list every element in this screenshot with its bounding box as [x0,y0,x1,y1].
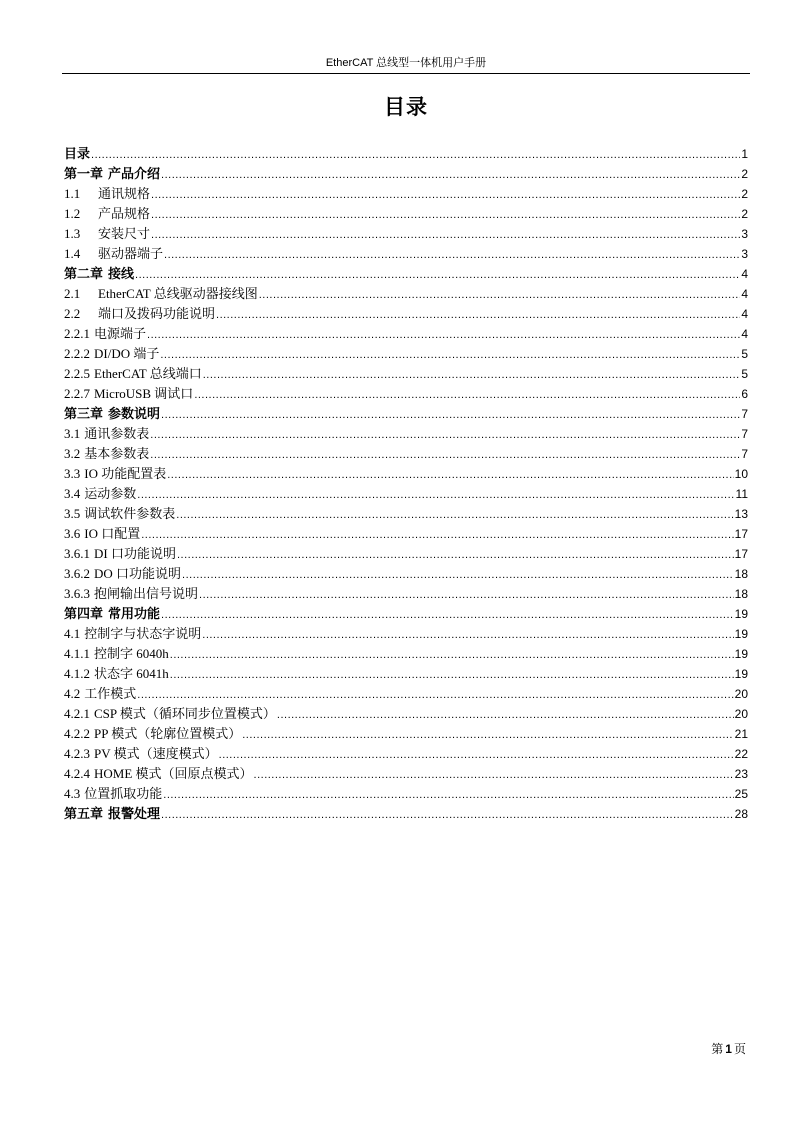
toc-entry[interactable] [64,664,748,684]
toc-entry-title: EtherCAT 总线驱动器接线图 [98,286,258,301]
toc-entry-page: 13 [734,507,748,521]
toc-entry[interactable] [64,404,748,424]
toc-entry[interactable] [64,244,748,264]
toc-entry[interactable] [64,744,748,764]
toc-dot-leader [167,465,733,485]
toc-entry[interactable] [64,704,748,724]
toc-dot-leader [177,545,734,565]
footer-page-number: 1 [725,1042,732,1056]
toc-entry-number: 3.6.3 [64,586,90,601]
toc-entry-number: 1.1 [64,186,81,201]
toc-dot-leader [161,605,734,625]
toc-entry-number: 1.3 [64,226,81,241]
toc-entry-number: 3.3 [64,466,81,481]
toc-entry-page: 17 [734,547,748,561]
toc-entry-number: 4.1.1 [64,646,90,661]
toc-entry-number: 2.2 [64,306,81,321]
running-header: EtherCAT 总线型一体机用户手册 [325,57,487,69]
toc-entry-page: 19 [734,667,748,681]
toc-entry-title: 产品规格 [98,206,151,221]
toc-entry-number: 4.2.4 [64,766,90,781]
toc-entry-number: 第四章 [64,606,104,621]
toc-dot-leader [254,765,734,785]
toc-entry-page: 3 [741,227,748,241]
toc-entry-page: 17 [734,527,748,541]
toc-dot-leader [163,785,733,805]
toc-entry-page: 20 [734,687,748,701]
toc-entry-number: 3.2 [64,446,81,461]
toc-entry-title: 端口及拨码功能说明 [98,306,216,321]
toc-entry-number: 3.6.1 [64,546,90,561]
toc-dot-leader [137,685,733,705]
toc-dot-leader [277,705,734,725]
toc-entry[interactable] [64,784,748,804]
toc-entry-title: CSP 模式（循环同步位置模式） [94,706,276,721]
toc-entry-page: 4 [741,307,748,321]
toc-entry-page: 5 [741,347,748,361]
toc-entry-page: 4 [741,327,748,341]
toc-entry[interactable] [64,144,748,164]
page-title: 目录 [384,96,428,119]
toc-entry-number: 4.1 [64,626,81,641]
toc-entry-title: 驱动器端子 [98,246,164,261]
toc-entry-number: 4.2.3 [64,746,90,761]
toc-entry-title: MicroUSB 调试口 [94,386,194,401]
toc-entry[interactable] [64,624,748,644]
footer-prefix: 第 [711,1042,724,1056]
toc-entry-title: IO 功能配置表 [84,466,167,481]
toc-dot-leader [182,565,734,585]
toc-entry[interactable] [64,504,748,524]
toc-dot-leader [151,225,740,245]
toc-entry-page: 28 [734,807,748,821]
toc-entry-title: 调试软件参数表 [84,506,176,521]
toc-entry-title: 基本参数表 [84,446,150,461]
toc-dot-leader [147,325,740,345]
toc-entry-page: 23 [734,767,748,781]
toc-entry-page: 1 [741,147,748,161]
toc-dot-leader [135,265,740,285]
toc-entry-title: DI 口功能说明 [94,546,176,561]
toc-entry-page: 2 [741,207,748,221]
toc-entry-title: DO 口功能说明 [94,566,182,581]
toc-dot-leader [161,805,734,825]
toc-entry-number: 3.5 [64,506,81,521]
toc-dot-leader [219,745,734,765]
toc-dot-leader [161,405,740,425]
toc-dot-leader [160,345,740,365]
toc-entry-title: HOME 模式（回原点模式） [94,766,253,781]
toc-entry-page: 7 [741,407,748,421]
toc-entry-number: 2.2.2 [64,346,90,361]
toc-dot-leader [164,245,740,265]
toc-entry-title: 产品介绍 [108,166,161,181]
toc-entry-page: 7 [741,447,748,461]
toc-dot-leader [91,145,740,165]
toc-dot-leader [151,185,740,205]
toc-entry-number: 第一章 [64,166,104,181]
toc-entry[interactable] [64,764,748,784]
toc-entry-page: 10 [734,467,748,481]
toc-dot-leader [150,445,740,465]
toc-dot-leader [141,525,733,545]
toc-entry[interactable] [64,804,748,824]
toc-entry[interactable] [64,304,748,324]
toc-entry-number: 2.2.7 [64,386,90,401]
toc-entry-title: 控制字与状态字说明 [84,626,202,641]
toc-entry[interactable] [64,484,748,504]
toc-entry-title: IO 口配置 [84,526,141,541]
toc-entry-page: 19 [734,647,748,661]
toc-dot-leader [259,285,741,305]
toc-dot-leader [161,165,740,185]
toc-entry-page: 18 [734,587,748,601]
page-footer [62,1041,746,1057]
toc-entry[interactable] [64,184,748,204]
toc-entry-page: 5 [741,367,748,381]
toc-entry[interactable] [64,684,748,704]
toc-entry-title: 运动参数 [84,486,137,501]
toc-entry-page: 2 [741,167,748,181]
toc-entry-page: 2 [741,187,748,201]
toc-entry[interactable] [64,264,748,284]
toc-entry-page: 11 [735,487,748,501]
toc-entry-number: 1.2 [64,206,81,221]
toc-entry-title: PP 模式（轮廓位置模式） [94,726,242,741]
toc-entry[interactable] [64,604,748,624]
toc-entry-title: 接线 [108,266,135,281]
toc-entry-page: 21 [734,727,748,741]
toc-entry[interactable] [64,644,748,664]
toc-entry[interactable] [64,164,748,184]
toc-entry-title: PV 模式（速度模式） [94,746,218,761]
toc-entry-number: 3.1 [64,426,81,441]
toc-entry-title: 状态字 6041h [94,666,169,681]
toc-entry-number: 3.6.2 [64,566,90,581]
toc-entry-title: 通讯参数表 [84,426,150,441]
toc-dot-leader [170,665,734,685]
toc-entry[interactable] [64,444,748,464]
toc-entry-page: 18 [734,567,748,581]
toc-dot-leader [151,205,740,225]
toc-entry[interactable] [64,224,748,244]
toc-entry-number: 1.4 [64,246,81,261]
toc-entry[interactable] [64,524,748,544]
toc-entry-title: 参数说明 [108,406,161,421]
toc-entry-title: 安装尺寸 [98,226,151,241]
toc-entry-number: 4.2 [64,686,81,701]
toc-entry-number: 2.2.5 [64,366,90,381]
toc-entry[interactable] [64,324,748,344]
toc-entry[interactable] [64,584,748,604]
toc-entry-number: 3.4 [64,486,81,501]
toc-entry-number: 2.2.1 [64,326,90,341]
toc-entry-title: EtherCAT 总线端口 [94,366,202,381]
toc-dot-leader [176,505,733,525]
toc-entry-number: 2.1 [64,286,81,301]
toc-entry-page: 6 [741,387,748,401]
toc-dot-leader [202,625,733,645]
toc-entry-number: 第五章 [64,806,104,821]
toc-dot-leader [170,645,734,665]
toc-entry-page: 7 [741,427,748,441]
toc-dot-leader [199,585,734,605]
toc-entry-number: 第三章 [64,406,104,421]
toc-entry[interactable] [64,424,748,444]
toc-entry-title: 控制字 6040h [94,646,169,661]
toc-entry-number: 4.1.2 [64,666,90,681]
toc-entry-page: 4 [741,267,748,281]
toc-entry[interactable] [64,544,748,564]
toc-entry-page: 20 [734,707,748,721]
toc-entry[interactable] [64,724,748,744]
toc-dot-leader [216,305,740,325]
toc-entry-title: DI/DO 端子 [94,346,160,361]
toc-entry-page: 19 [734,627,748,641]
toc-entry-title: 目录 [64,146,91,161]
toc-dot-leader [150,425,740,445]
toc-dot-leader [137,485,734,505]
toc-entry-title: 报警处理 [108,806,161,821]
toc-entry-number: 4.3 [64,786,81,801]
toc-dot-leader [242,725,733,745]
toc-entry[interactable] [64,564,748,584]
toc-entry-title: 电源端子 [94,326,147,341]
toc-entry-title: 常用功能 [108,606,161,621]
toc-entry-page: 19 [734,607,748,621]
toc-entry[interactable] [64,364,748,384]
toc-entry-page: 4 [741,287,748,301]
toc-entry-number: 3.6 [64,526,81,541]
toc-dot-leader [203,365,741,385]
toc-entry-page: 22 [734,747,748,761]
toc-entry-number: 4.2.1 [64,706,90,721]
toc-entry[interactable] [64,464,748,484]
toc-entry-title: 通讯规格 [98,186,151,201]
toc-entry-title: 抱闸输出信号说明 [94,586,199,601]
toc-entry-number: 4.2.2 [64,726,90,741]
footer-suffix: 页 [733,1042,746,1056]
toc-entry-page: 25 [734,787,748,801]
toc-entry[interactable] [64,204,748,224]
toc-entry-title: 位置抓取功能 [84,786,163,801]
toc-entry-page: 3 [741,247,748,261]
table-of-contents [64,144,748,824]
toc-entry[interactable] [64,284,748,304]
toc-entry-number: 第二章 [64,266,104,281]
toc-dot-leader [194,385,740,405]
toc-entry[interactable] [64,384,748,404]
toc-entry[interactable] [64,344,748,364]
toc-entry-title: 工作模式 [84,686,137,701]
header-rule [62,73,750,74]
